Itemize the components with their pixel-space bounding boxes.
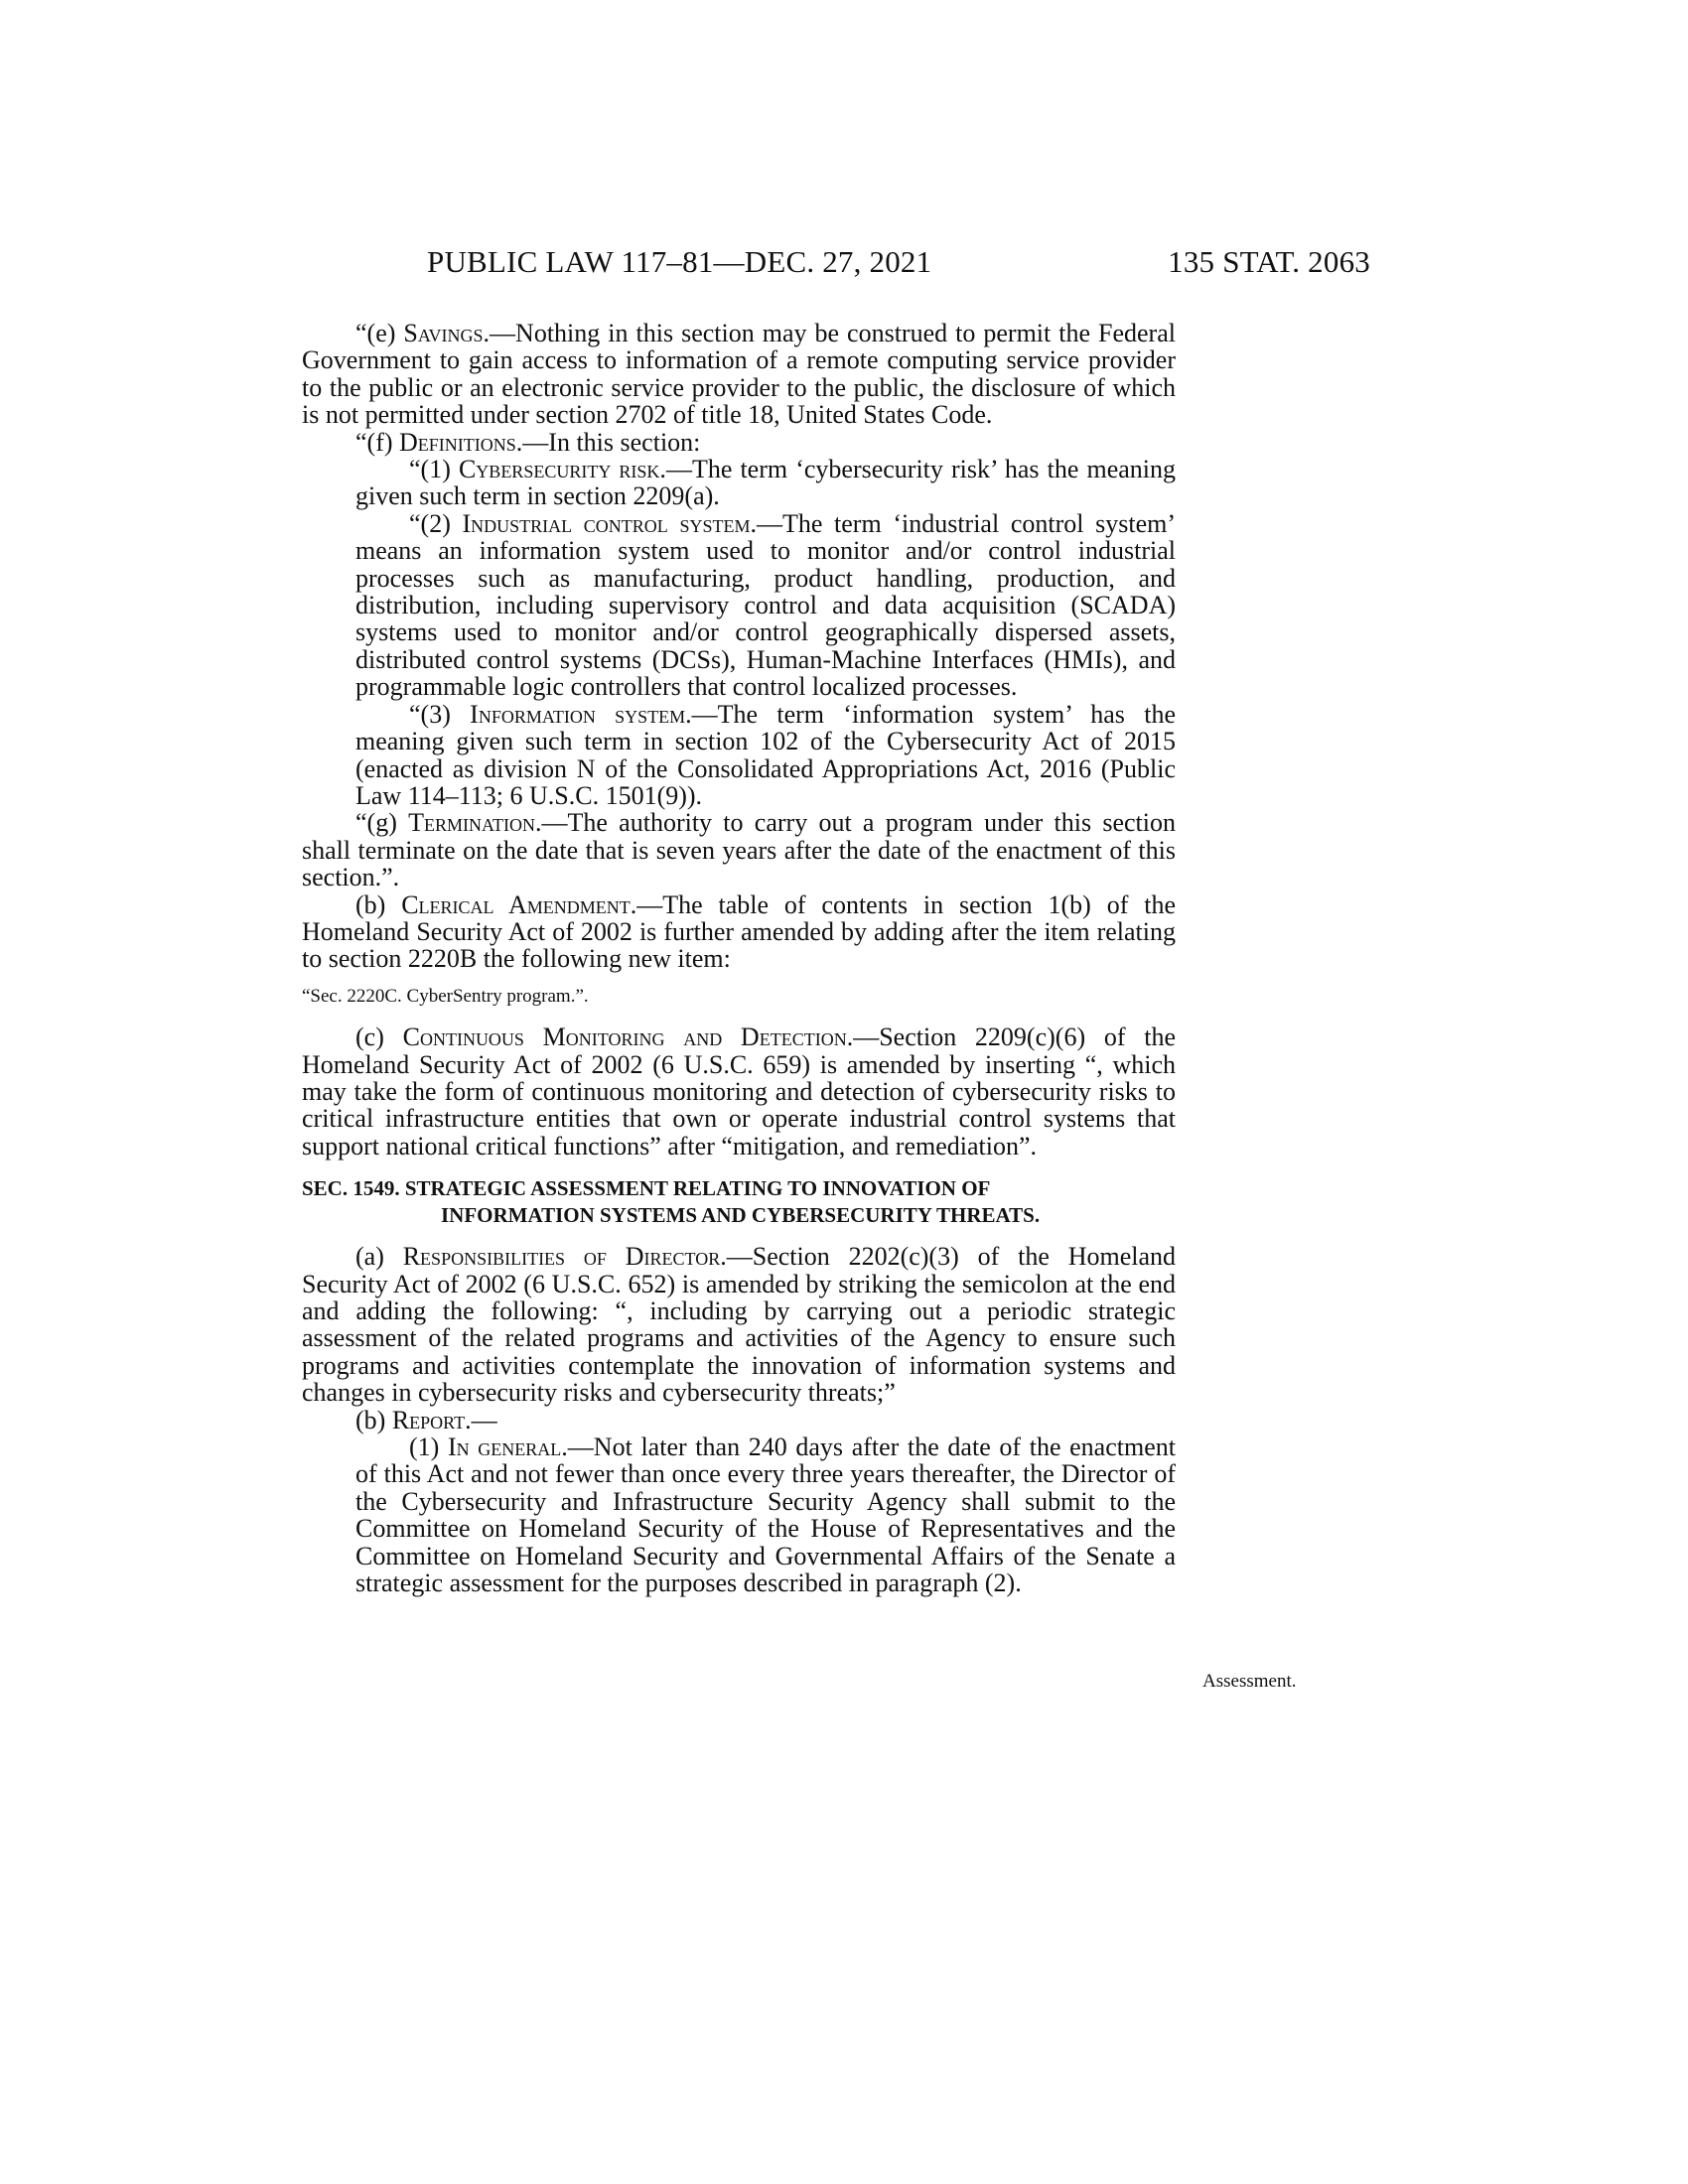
subsection-e-text: —Nothing in this section may be construed to permit the Federal Government to gain access to information of a remote computing service provider to the public or an electronic service provider to the public, the disclosure of which is not permitted under section 2702 of title 18, United States Code.	[302, 319, 1176, 430]
definition-1-heading: Cybersecurity risk.	[458, 455, 666, 484]
section-heading-line-1: SEC. 1549. STRATEGIC ASSESSMENT RELATING TO INNOVATION OF	[302, 1176, 991, 1201]
subsection-g-heading: Termination.	[408, 808, 542, 838]
subsection-g-lead: “(g)	[355, 808, 409, 838]
report-heading: Report.	[391, 1405, 472, 1434]
continuous-monitoring-and-detection	[302, 1024, 1176, 1160]
responsibilities-lead: (a)	[355, 1242, 403, 1272]
public-law-title: PUBLIC LAW 117–81—DEC. 27, 2021	[427, 244, 932, 279]
subsection-g-text: —The authority to carry out a program under this section shall terminate on the date that is seven years after the date of the enactment of this section.”.	[302, 808, 1176, 892]
definition-3-lead: “(3)	[409, 699, 471, 729]
definition-2-lead: “(2)	[409, 508, 463, 538]
section-heading-line-2: INFORMATION SYSTEMS AND CYBERSECURITY THREATS.	[441, 1203, 1041, 1228]
report-in-general	[302, 1433, 1176, 1596]
definition-cybersecurity-risk	[302, 456, 1176, 510]
margin-note-assessment: Assessment.	[1202, 1671, 1297, 1692]
report-text: —	[471, 1405, 497, 1434]
continuous-heading: Continuous Monitoring and Detection.	[402, 1023, 854, 1052]
subsection-e-heading: Savings.	[403, 319, 491, 347]
definition-3-heading: Information system.	[470, 699, 692, 729]
definition-information-system	[302, 701, 1176, 810]
in-general-heading: In general.	[447, 1433, 568, 1462]
definition-3-text: —The term ‘information system’ has the meaning given such term in section 102 of the Cybersecurity Act of 2015 (enacted as division N of the Consolidated Appropriations Act, 2016 (Public Law 114–113; 6 U.S.C. 1501(9)).	[355, 699, 1176, 810]
continuous-lead: (c)	[355, 1023, 403, 1052]
statute-body	[302, 320, 1176, 1596]
stat-page-number: 135 STAT. 2063	[1168, 244, 1370, 279]
report-lead: (b)	[355, 1405, 392, 1434]
definition-1-lead: “(1)	[409, 455, 459, 484]
subsection-g-termination	[302, 809, 1176, 890]
subsection-e-savings	[302, 320, 1176, 429]
definition-2-heading: Industrial control system.	[462, 508, 757, 538]
definition-1-text: —The term ‘cybersecurity risk’ has the meaning given such term in section 2209(a).	[355, 455, 1176, 511]
in-general-text: —Not later than 240 days after the date of the enactment of this Act and not fewer than once every three years thereafter, the Director of the Cybersecurity and Infrastructure Security Agency shall submit to the Committee on Homeland Security of the House of Representatives and the Committee on Homeland Security and Governmental Affairs of the Senate a strategic assessment for the purposes described in paragraph (2).	[355, 1433, 1176, 1598]
in-general-lead: (1)	[409, 1433, 448, 1462]
subsection-e-lead: “(e)	[355, 319, 404, 347]
responsibilities-text: —Section 2202(c)(3) of the Homeland Security Act of 2002 (6 U.S.C. 652) is amended by striking the semicolon at the end and adding the following: “, including by carrying out a periodic strategic assessment of the related programs and activities of the Agency to ensure such programs and activities contemplate the innovation of information systems and changes in cybersecurity risks and cybersecurity threats;”	[302, 1242, 1177, 1408]
clerical-lead: (b)	[355, 889, 402, 919]
clerical-amendment	[302, 891, 1176, 973]
running-head	[427, 244, 1370, 284]
clerical-text: —The table of contents in section 1(b) of the Homeland Security Act of 2002 is further amended by adding after the item relating to section 2220B the following new item:	[302, 889, 1176, 974]
definition-2-text: —The term ‘industrial control system’ means an information system used to monitor and/or control industrial processes such as manufacturing, product handling, production, and distribution, including supervisory control and data acquisition (SCADA) systems used to monitor and/or control geographically dispersed assets, distributed control systems (DCSs), Human-Machine Interfaces (HMIs), and programmable logic controllers that control localized processes.	[355, 508, 1177, 702]
clerical-heading: Clerical Amendment.	[401, 889, 637, 919]
definition-industrial-control-system	[302, 510, 1176, 701]
responsibilities-of-director	[302, 1243, 1176, 1406]
section-1549-heading	[302, 1175, 1176, 1229]
report-subsection	[302, 1407, 1176, 1433]
responsibilities-heading: Responsibilities of Director.	[402, 1242, 727, 1272]
table-of-contents-item: “Sec. 2220C. CyberSentry program.”.	[302, 985, 589, 1007]
subsection-f-lead: “(f)	[355, 427, 400, 457]
subsection-f-heading: Definitions.	[399, 427, 523, 457]
continuous-text: —Section 2209(c)(6) of the Homeland Security Act of 2002 (6 U.S.C. 659) is amended by inserting “, which may take the form of continuous monitoring and detection of cybersecurity risks to critical infrastructure entities that own or operate industrial control systems that support national critical functions” after “mitigation, and remediation”.	[302, 1023, 1177, 1160]
subsection-f-text: —In this section:	[522, 427, 701, 457]
subsection-f-definitions	[302, 429, 1176, 456]
